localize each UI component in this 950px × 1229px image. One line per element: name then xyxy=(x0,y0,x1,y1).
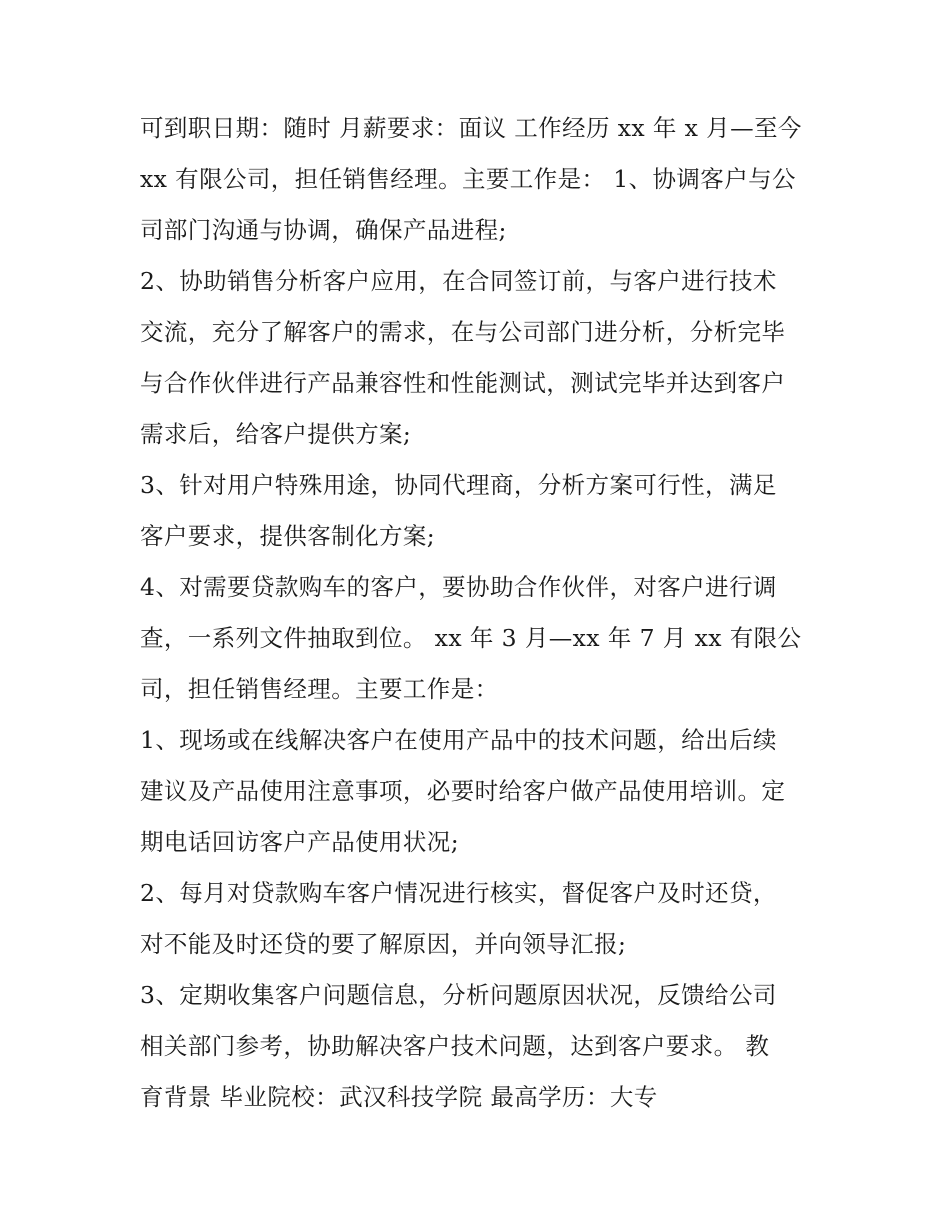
text-line-15: 期电话回访客户产品使用状况; xyxy=(140,828,460,856)
text-line-17: 对不能及时还贷的要了解原因，并向领导汇报; xyxy=(140,930,627,958)
text-line-2: xx 有限公司，担任销售经理。主要工作是： 1、协调客户与公 xyxy=(140,165,796,193)
document-body xyxy=(140,103,820,1123)
text-line-13: 1、现场或在线解决客户在使用产品中的技术问题，给出后续 xyxy=(140,726,777,754)
text-line-9: 客户要求，提供客制化方案; xyxy=(140,522,436,550)
text-line-14: 建议及产品使用注意事项，必要时给客户做产品使用培训。定 xyxy=(140,777,786,805)
text-line-16: 2、每月对贷款购车客户情况进行核实，督促客户及时还贷， xyxy=(140,879,777,907)
text-line-1: 可到职日期：随时 月薪要求：面议 工作经历 xx 年 x 月—至今 xyxy=(140,114,802,142)
text-line-11: 查，一系列文件抽取到位。 xx 年 3 月—xx 年 7 月 xx 有限公 xyxy=(140,624,802,652)
text-line-12: 司，担任销售经理。主要工作是： xyxy=(140,675,499,703)
text-line-19: 相关部门参考，协助解决客户技术问题，达到客户要求。 教 xyxy=(140,1032,770,1060)
text-line-4: 2、协助销售分析客户应用，在合同签订前，与客户进行技术 xyxy=(140,267,777,295)
text-line-20: 育背景 毕业院校：武汉科技学院 最高学历：大专 xyxy=(140,1083,658,1111)
text-line-7: 需求后，给客户提供方案; xyxy=(140,420,412,448)
text-line-8: 3、针对用户特殊用途，协同代理商，分析方案可行性，满足 xyxy=(140,471,777,499)
text-line-10: 4、对需要贷款购车的客户，要协助合作伙伴，对客户进行调 xyxy=(140,573,777,601)
text-line-3: 司部门沟通与协调，确保产品进程; xyxy=(140,216,507,244)
text-line-6: 与合作伙伴进行产品兼容性和性能测试，测试完毕并达到客户 xyxy=(140,369,786,397)
text-line-18: 3、定期收集客户问题信息，分析问题原因状况，反馈给公司 xyxy=(140,981,777,1009)
text-line-5: 交流，充分了解客户的需求，在与公司部门进分析，分析完毕 xyxy=(140,318,786,346)
